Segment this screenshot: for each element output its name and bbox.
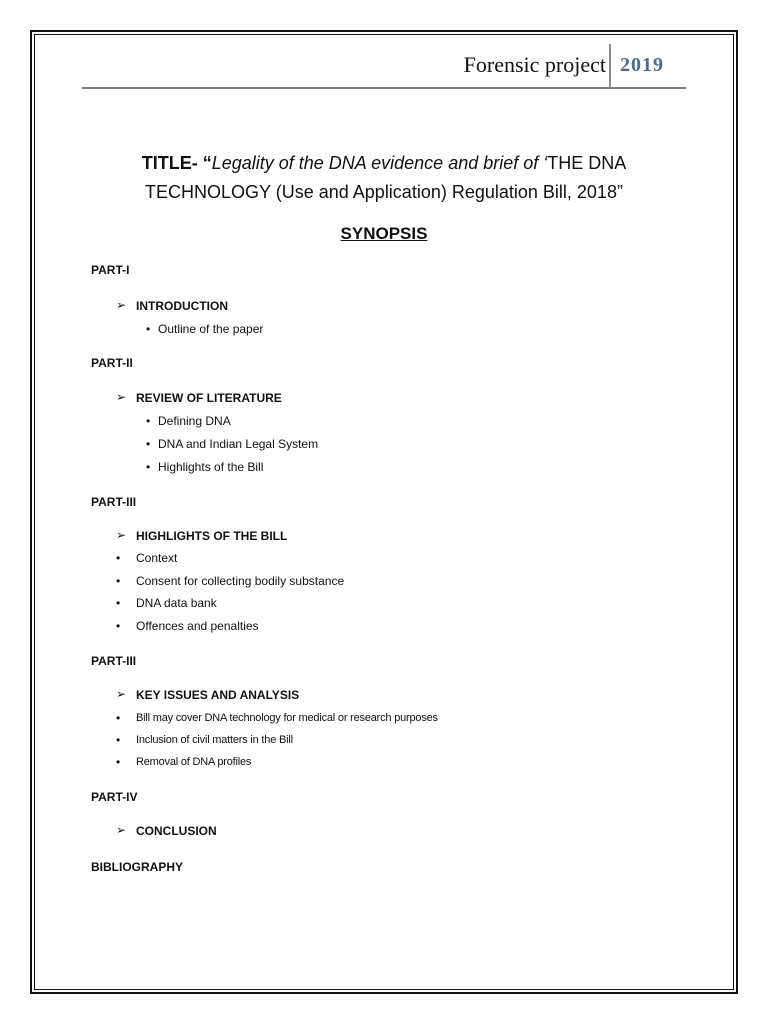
title-line2: TECHNOLOGY (Use and Application) Regulation Bill, 2018” bbox=[145, 182, 623, 202]
list-item: Defining DNA bbox=[158, 414, 231, 428]
bullet-icon: • bbox=[146, 460, 151, 474]
list-item: Removal of DNA profiles bbox=[136, 756, 252, 768]
list-item: Highlights of the Bill bbox=[158, 460, 264, 474]
title-italic: Legality of the DNA evidence and brief of ‘ bbox=[211, 153, 548, 173]
bullet-icon: • bbox=[146, 414, 151, 428]
header-year: 2019 bbox=[620, 54, 664, 76]
synopsis-heading: SYNOPSIS bbox=[340, 224, 428, 243]
arrow-bullet-icon: ➢ bbox=[116, 298, 127, 312]
section-heading: HIGHLIGHTS OF THE BILL bbox=[136, 529, 288, 543]
part-label: PART-III bbox=[91, 654, 137, 668]
list-item: DNA data bank bbox=[136, 596, 217, 610]
arrow-bullet-icon: ➢ bbox=[116, 528, 127, 542]
part-label: PART-II bbox=[91, 356, 133, 370]
header-divider bbox=[609, 44, 611, 88]
part-label: PART-IV bbox=[91, 790, 138, 804]
section-heading: CONCLUSION bbox=[136, 824, 217, 838]
document-title bbox=[84, 149, 684, 207]
title-prefix: TITLE- “ bbox=[141, 153, 212, 173]
list-item: Inclusion of civil matters in the Bill bbox=[136, 734, 293, 746]
part-label: PART-I bbox=[91, 263, 130, 277]
header-title: Forensic project bbox=[463, 52, 606, 77]
list-item: Offences and penalties bbox=[136, 619, 259, 633]
arrow-bullet-icon: ➢ bbox=[116, 687, 127, 701]
list-item: Outline of the paper bbox=[158, 322, 264, 336]
arrow-bullet-icon: ➢ bbox=[116, 823, 127, 837]
bullet-icon: • bbox=[116, 596, 121, 610]
section-heading: KEY ISSUES AND ANALYSIS bbox=[136, 688, 300, 702]
bibliography-heading: BIBLIOGRAPHY bbox=[91, 860, 184, 874]
bullet-icon: • bbox=[116, 619, 121, 633]
bullet-icon: • bbox=[146, 437, 151, 451]
bullet-icon: • bbox=[116, 711, 121, 725]
section-heading: REVIEW OF LITERATURE bbox=[136, 391, 282, 405]
part-label: PART-III bbox=[91, 495, 137, 509]
list-item: Bill may cover DNA technology for medical or research purposes bbox=[136, 712, 438, 724]
bullet-icon: • bbox=[116, 574, 121, 588]
bullet-icon: • bbox=[116, 733, 121, 747]
bullet-icon: • bbox=[116, 755, 121, 769]
bullet-icon: • bbox=[146, 322, 151, 336]
list-item: Context bbox=[136, 551, 178, 565]
list-item: Consent for collecting bodily substance bbox=[136, 574, 345, 588]
arrow-bullet-icon: ➢ bbox=[116, 390, 127, 404]
section-heading: INTRODUCTION bbox=[136, 299, 228, 313]
bullet-icon: • bbox=[116, 551, 121, 565]
list-item: DNA and Indian Legal System bbox=[158, 437, 319, 451]
header-rule bbox=[82, 87, 686, 89]
title-rest: THE DNA bbox=[547, 153, 627, 173]
